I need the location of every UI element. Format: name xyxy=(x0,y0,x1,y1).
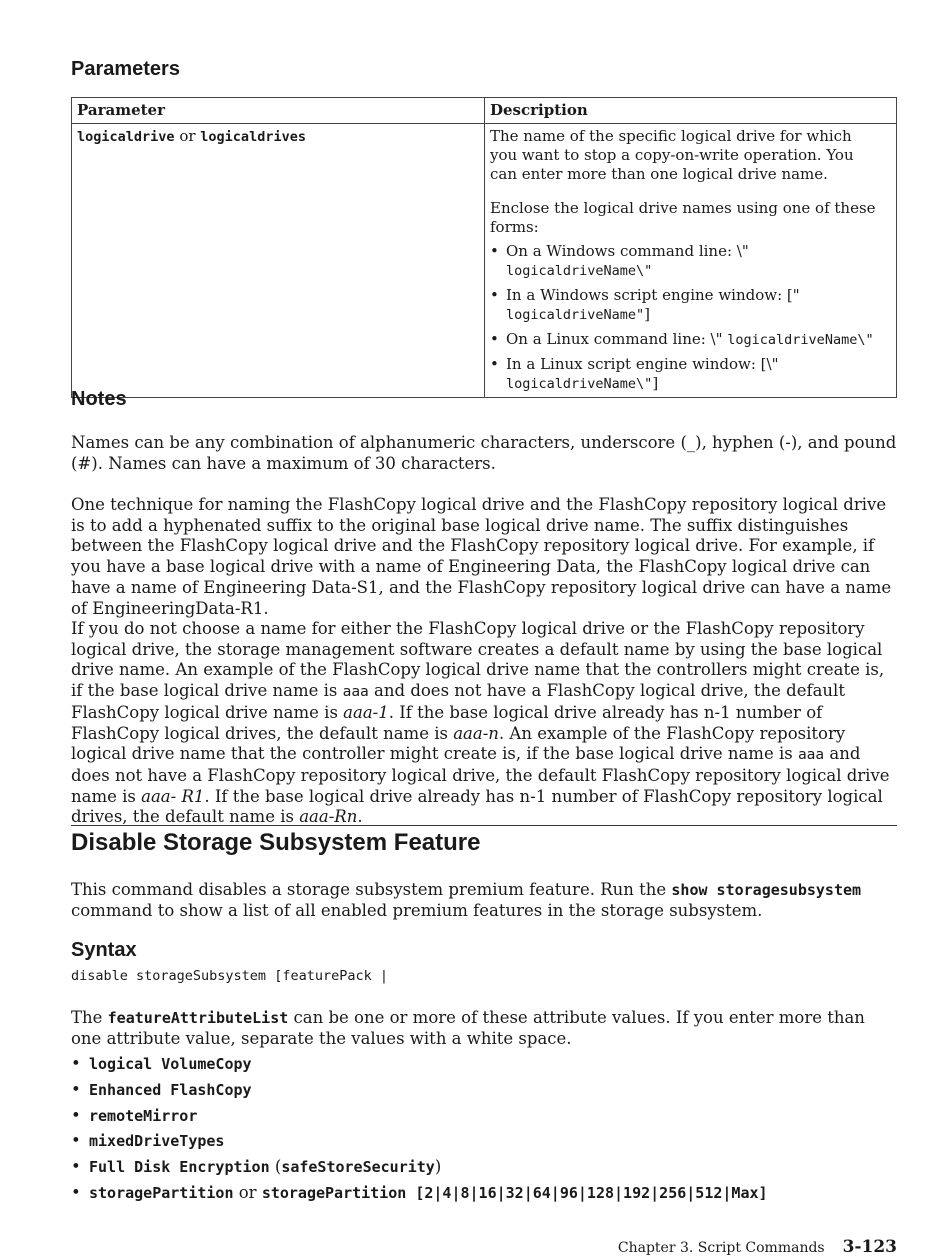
form-code: logicaldriveName\" xyxy=(727,332,874,348)
form-text: On a Windows command line: \" xyxy=(506,242,749,260)
italic-run: aaa- R1 xyxy=(141,786,205,806)
chapter-label: Chapter 3. Script Commands xyxy=(617,1240,825,1256)
form-code: logicaldriveName\" xyxy=(506,376,653,392)
text-run: ) xyxy=(434,1157,442,1177)
column-header-description: Description xyxy=(485,98,897,124)
parameters-table xyxy=(71,97,897,398)
param-name-logicaldrive: logicaldrive xyxy=(77,129,175,145)
list-item xyxy=(490,286,891,325)
text-run: ( xyxy=(269,1157,282,1177)
text-run: and does not have a FlashCopy repository logical drive, the default FlashCopy repository logical drive name is xyxy=(71,744,890,806)
notes-heading: Notes xyxy=(71,388,127,410)
text-run: can be one or more of these attribute values. If you enter more than one attribute value, separate the values with a white space. xyxy=(71,1008,865,1048)
form-code: logicaldriveName\" xyxy=(506,263,653,279)
italic-run: aaa-1 xyxy=(343,702,389,722)
italic-run: aaa-Rn xyxy=(299,807,358,827)
text-run: The xyxy=(71,1008,108,1027)
form-code: logicaldriveName" xyxy=(506,307,645,323)
notes-paragraph-3 xyxy=(71,619,897,828)
section-divider xyxy=(71,825,897,826)
list-item xyxy=(490,242,891,281)
text-run: . xyxy=(357,807,363,827)
notes-paragraph-1: Names can be any combination of alphanumeric characters, underscore (_), hyphen (-), and pound (#). Names can have a maximum of 30 characters. xyxy=(71,433,897,473)
list-item xyxy=(71,1156,897,1182)
attribute-value: mixedDriveTypes xyxy=(89,1132,225,1151)
description-forms-intro: Enclose the logical drive names using one of these forms: xyxy=(490,199,876,236)
table-header-row xyxy=(72,98,897,124)
list-item xyxy=(71,1105,897,1131)
command-name: show storagesubsystem xyxy=(671,881,862,899)
param-or: or xyxy=(174,127,201,145)
text-run: If you do not choose a name for either the FlashCopy logical drive or the FlashCopy repository logical drive, the storage management software creates a default name by using the base logical drive name. An example of the FlashCopy logical drive name that the controllers might create is, if the base logical drive name is xyxy=(71,619,885,701)
code-run: featureAttributeList xyxy=(107,1009,289,1027)
attribute-value: Full Disk Encryption xyxy=(89,1158,270,1177)
page-number: 3-123 xyxy=(842,1237,897,1257)
form-text: In a Windows script engine window: [" xyxy=(506,286,800,304)
parameter-cell xyxy=(72,124,485,398)
italic-run: aaa-n xyxy=(453,723,499,743)
text-run: or xyxy=(233,1182,262,1202)
attribute-intro xyxy=(71,1008,897,1049)
column-header-parameter: Parameter xyxy=(72,98,485,124)
text-run: . An example of the FlashCopy repository logical drive name that the controller might create is, if the base logical drive name is xyxy=(71,723,846,764)
form-text: On a Linux command line: \" xyxy=(506,330,728,348)
description-cell xyxy=(485,124,897,398)
list-item xyxy=(490,330,891,350)
attribute-value: Enhanced FlashCopy xyxy=(89,1080,252,1099)
text-run: This command disables a storage subsystem premium feature. Run the xyxy=(71,880,672,899)
description-text: The name of the specific logical drive for which you want to stop a copy-on-write operation. You can enter more than one logical drive name. xyxy=(490,127,854,183)
section-title: Disable Storage Subsystem Feature xyxy=(71,829,481,856)
notes-paragraph-2: One technique for naming the FlashCopy logical drive and the FlashCopy repository logical drive is to add a hyphenated suffix to the original base logical drive name. The suffix distinguishes between the FlashCopy logical drive and the FlashCopy repository logical drive. For example, if you have a base logical drive with a name of Engineering Data, the FlashCopy logical drive can have a name of Engineering Data-S1, and the FlashCopy repository logical drive can have a name of EngineeringData-R1. xyxy=(71,495,892,618)
attribute-value: logical VolumeCopy xyxy=(89,1055,252,1073)
list-item xyxy=(71,1053,897,1079)
form-tail: ] xyxy=(652,374,659,392)
parameters-heading: Parameters xyxy=(71,58,180,80)
list-item xyxy=(71,1130,897,1156)
attribute-value: remoteMirror xyxy=(89,1106,198,1125)
text-run: . If the base logical drive already has n-1 number of FlashCopy repository logical drives, the default name is xyxy=(71,786,883,827)
page-footer xyxy=(618,1237,897,1257)
text-run: command to show a list of all enabled premium features in the storage subsystem. xyxy=(71,900,763,920)
text-run: and does not have a FlashCopy logical drive, the default FlashCopy logical drive name is xyxy=(71,681,845,722)
syntax-heading: Syntax xyxy=(71,939,137,961)
attribute-value: safeStoreSecurity xyxy=(281,1158,435,1177)
attribute-value: storagePartition xyxy=(89,1183,234,1202)
list-item xyxy=(71,1182,897,1208)
attribute-values-list xyxy=(71,1053,897,1208)
code-run: aaa xyxy=(342,684,369,701)
disable-intro xyxy=(71,880,897,921)
code-run: aaa xyxy=(797,747,825,764)
list-item xyxy=(71,1079,897,1105)
param-name-logicaldrives: logicaldrives xyxy=(200,129,306,145)
syntax-line: disable storageSubsystem [featurePack | xyxy=(71,968,388,984)
table-row xyxy=(72,124,897,398)
forms-list xyxy=(490,242,891,394)
form-text: In a Linux script engine window: [\" xyxy=(506,355,779,373)
text-run: . If the base logical drive already has n-1 number of FlashCopy logical drives, the default name is xyxy=(71,702,823,743)
form-tail: ] xyxy=(644,305,651,323)
attribute-value: storagePartition [2|4|8|16|32|64|96|128|192|256|512|Max] xyxy=(261,1183,768,1202)
list-item xyxy=(490,355,891,394)
